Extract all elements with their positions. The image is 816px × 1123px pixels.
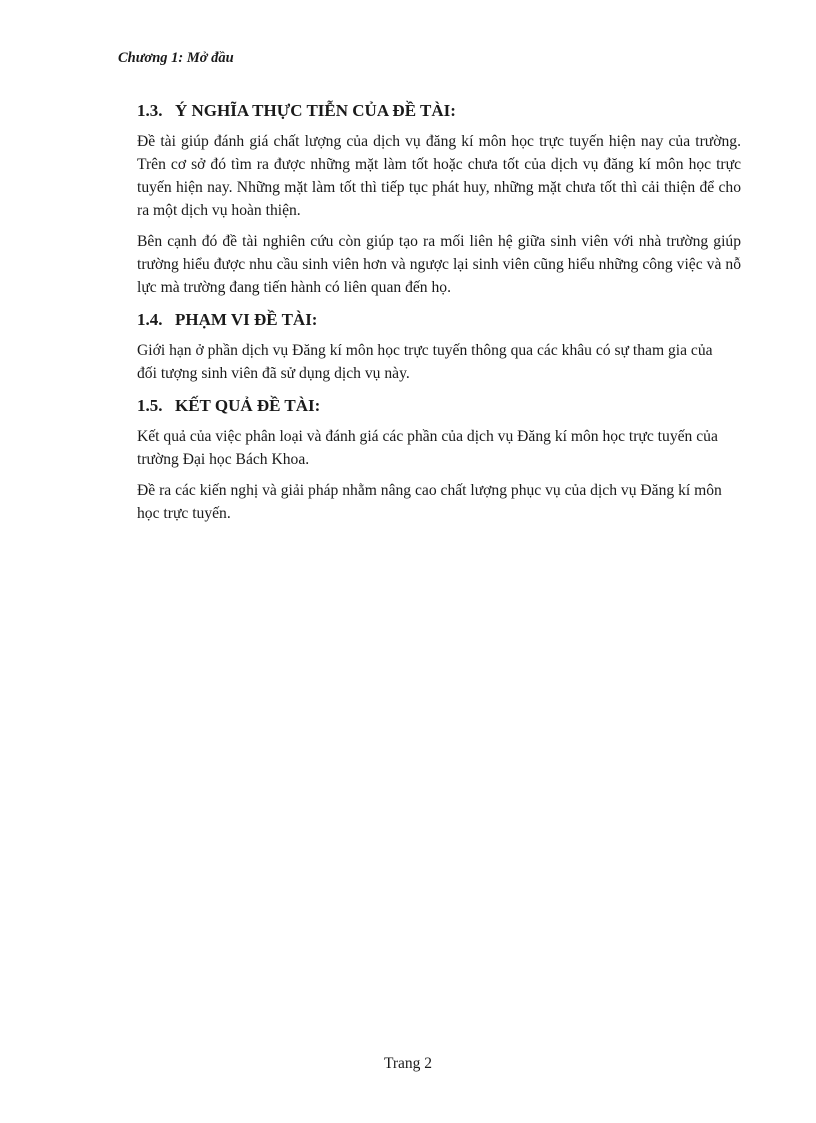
section-1-3 <box>137 100 741 299</box>
section-number: 1.3. <box>137 101 163 120</box>
section-1-4 <box>137 309 741 385</box>
section-heading <box>137 309 741 331</box>
paragraph: Đề tài giúp đánh giá chất lượng của dịch vụ đăng kí môn học trực tuyến hiện nay của trường. Trên cơ sở đó tìm ra được những mặt làm tốt hoặc chưa tốt của dịch vụ đăng kí môn học trực tuyến hiện nay. Những mặt làm tốt thì tiếp tục phát huy, những mặt chưa tốt thì cải thiện để cho ra một dịch vụ hoàn thiện. <box>137 133 741 219</box>
section-number: 1.5. <box>137 396 163 415</box>
paragraph: Đề ra các kiến nghị và giải pháp nhằm nâng cao chất lượng phục vụ của dịch vụ Đăng kí môn học trực tuyến. <box>137 482 722 522</box>
page-number: Trang 2 <box>383 1055 433 1072</box>
section-title: KẾT QUẢ ĐỀ TÀI: <box>175 396 321 415</box>
section-title: PHẠM VI ĐỀ TÀI: <box>175 310 318 329</box>
paragraph: Kết quả của việc phân loại và đánh giá các phần của dịch vụ Đăng kí môn học trực tuyến của trường Đại học Bách Khoa. <box>137 428 718 468</box>
section-title: Ý NGHĨA THỰC TIỄN CỦA ĐỀ TÀI: <box>175 101 456 120</box>
section-number: 1.4. <box>137 310 163 329</box>
document-body <box>137 100 741 533</box>
paragraph: Giới hạn ở phần dịch vụ Đăng kí môn học trực tuyến thông qua các khâu có sự tham gia của đối tượng sinh viên đã sử dụng dịch vụ này. <box>137 342 713 382</box>
paragraph: Bên cạnh đó đề tài nghiên cứu còn giúp tạo ra mối liên hệ giữa sinh viên với nhà trường giúp trường hiểu được nhu cầu sinh viên hơn và ngược lại sinh viên cũng hiểu những công việc và nỗ lực mà trường đang tiến hành có liên quan đến họ. <box>137 233 741 296</box>
section-heading <box>137 395 741 417</box>
section-1-5 <box>137 395 741 525</box>
chapter-header: Chương 1: Mở đầu <box>118 50 234 66</box>
section-heading <box>137 100 741 122</box>
